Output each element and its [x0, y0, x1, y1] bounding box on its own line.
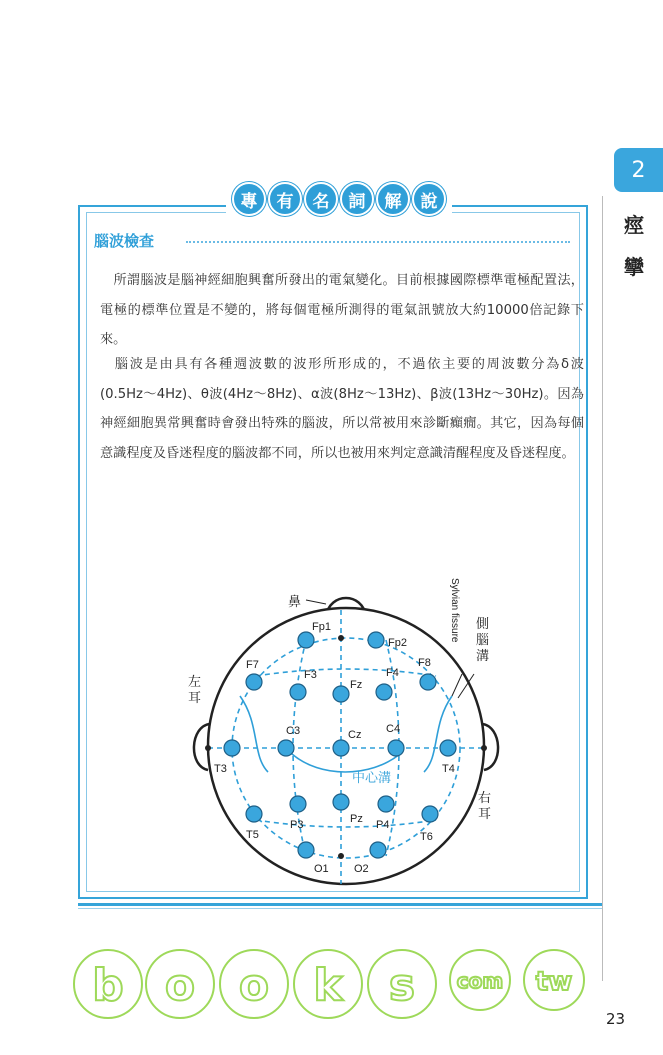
electrode-fp2 — [368, 632, 384, 648]
right-ear-label-1: 右 — [478, 791, 492, 806]
electrode-t6 — [422, 806, 438, 822]
label-fp1: Fp1 — [312, 621, 331, 633]
electrode-f7 — [246, 674, 262, 690]
lateral-sulcus-label: 側 — [476, 617, 490, 632]
header-badge: 專 — [232, 182, 266, 216]
electrode-c4 — [388, 740, 404, 756]
electrode-f8 — [420, 674, 436, 690]
electrode-fp1 — [298, 632, 314, 648]
paragraph-1-text: 所謂腦波是腦神經細胞興奮所發出的電氣變化。目前根據國際標準電極配置法，電極的標準位置是不變的，將每個電極所測得的電氣訊號放大約10000倍記錄下來。 — [100, 273, 584, 347]
watermark-letter: o — [238, 960, 270, 1011]
label-p4: P4 — [376, 819, 390, 831]
chapter-number: 2 — [631, 157, 646, 183]
label-fp2: Fp2 — [388, 637, 407, 649]
electrode-f4 — [376, 684, 392, 700]
watermark-letter: com — [456, 969, 504, 993]
electrode-p3 — [290, 796, 306, 812]
term-title: 腦波檢查 — [94, 232, 155, 250]
label-f3: F3 — [304, 669, 317, 681]
header-badge: 詞 — [340, 182, 374, 216]
lateral-sulcus-label: 溝 — [476, 649, 490, 664]
right-ear-label-2: 耳 — [478, 807, 492, 822]
paragraph-1 — [100, 266, 584, 355]
label-c3: C3 — [286, 725, 301, 737]
books-watermark — [70, 942, 600, 1028]
chapter-title: 痙攣 — [624, 213, 644, 279]
watermark-letter: s — [388, 960, 416, 1011]
electrode-t3 — [224, 740, 240, 756]
header-badge: 解 — [376, 182, 410, 216]
watermark-letter: tw — [535, 967, 573, 997]
bottom-rule — [78, 903, 602, 906]
paragraph-2 — [100, 350, 584, 468]
header-badge: 說 — [412, 182, 446, 216]
label-o2: O2 — [354, 863, 369, 875]
watermark-letter: b — [92, 960, 124, 1011]
label-c4: C4 — [386, 723, 401, 735]
electrode-o2 — [370, 842, 386, 858]
title-dotted-rule — [186, 241, 570, 243]
label-pz: Pz — [350, 813, 363, 825]
chapter-tab — [614, 148, 663, 192]
label-t6: T6 — [420, 831, 433, 843]
paragraph-2-text: 腦波是由具有各種週波數的波形所形成的，不過依主要的周波數分為δ波(0.5Hz〜4Hz)、θ波(4Hz〜8Hz)、α波(8Hz〜13Hz)、β波(13Hz〜30Hz)。因為神經細胞異常興奮時會發出特殊的腦波，所以常被用來診斷癲癇。其它，因為每個意識程度及昏迷程度的腦波都不同，所以也被用來判定意識清醒程度及昏迷程度。 — [100, 357, 584, 461]
sylvian-fissure-label: Sylvian fissure — [449, 578, 460, 643]
electrode-o1 — [298, 842, 314, 858]
page-number: 23 — [606, 1010, 626, 1028]
label-o1: O1 — [314, 863, 329, 875]
electrode-c3 — [278, 740, 294, 756]
label-f8: F8 — [418, 657, 431, 669]
watermark-letter: k — [313, 960, 343, 1011]
label-t4: T4 — [442, 763, 455, 775]
label-t5: T5 — [246, 829, 259, 841]
left-ear-label-1: 左 — [188, 675, 202, 690]
central-sulcus-label: 中心溝 — [352, 771, 392, 786]
label-fz: Fz — [350, 679, 363, 691]
electrode-cz — [333, 740, 349, 756]
lateral-sulcus-label: 腦 — [476, 633, 490, 648]
header-badge: 名 — [304, 182, 338, 216]
side-divider — [602, 196, 603, 981]
glossary-header — [226, 182, 452, 216]
label-f4: F4 — [386, 667, 399, 679]
label-cz: Cz — [348, 729, 362, 741]
header-badge: 有 — [268, 182, 302, 216]
electrode-f3 — [290, 684, 306, 700]
label-p3: P3 — [290, 819, 304, 831]
label-t3: T3 — [214, 763, 227, 775]
watermark-letter: o — [164, 960, 196, 1011]
label-f7: F7 — [246, 659, 259, 671]
electrode-t4 — [440, 740, 456, 756]
left-ear-label-2: 耳 — [188, 691, 202, 706]
electrode-fz — [333, 686, 349, 702]
bottom-rule-thin — [78, 908, 602, 909]
eeg-electrode-diagram — [180, 574, 520, 894]
electrode-pz — [333, 794, 349, 810]
nose-label: 鼻 — [288, 595, 302, 610]
electrode-p4 — [378, 796, 394, 812]
electrode-t5 — [246, 806, 262, 822]
